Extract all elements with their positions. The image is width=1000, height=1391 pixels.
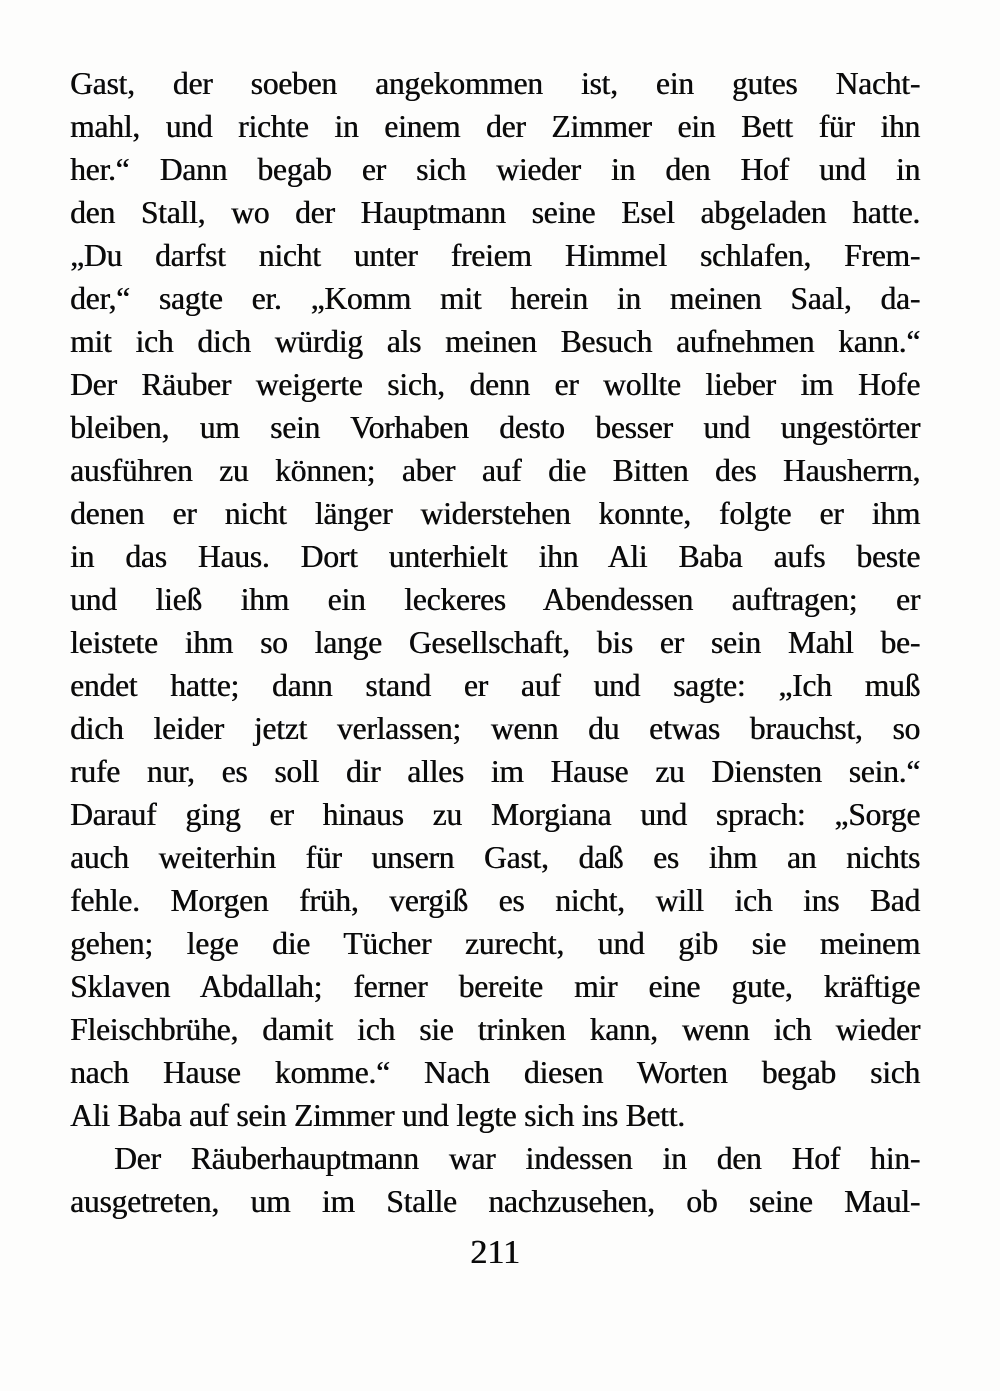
text-line: leistete ihm so lange Gesellschaft, bis er sein Mahl be-	[70, 625, 920, 660]
text-line: auch weiterhin für unsern Gast, daß es ihm an nichts	[70, 840, 920, 875]
text-line: dich leider jetzt verlassen; wenn du etwas brauchst, so	[70, 711, 920, 746]
text-line: in das Haus. Dort unterhielt ihn Ali Baba aufs beste	[70, 539, 920, 574]
text-line: Fleischbrühe, damit ich sie trinken kann, wenn ich wieder	[70, 1012, 920, 1047]
text-line: der,“ sagte er. „Komm mit herein in meinen Saal, da-	[70, 281, 920, 316]
text-line: ausgetreten, um im Stalle nachzusehen, ob seine Maul-	[70, 1184, 920, 1219]
text-line: ausführen zu können; aber auf die Bitten des Hausherrn,	[70, 453, 920, 488]
text-line-paragraph-start: Der Räuberhauptmann war indessen in den Hof hin-	[114, 1141, 920, 1176]
text-line: mit ich dich würdig als meinen Besuch aufnehmen kann.“	[70, 324, 920, 359]
page-number: 211	[470, 1234, 520, 1271]
text-line-paragraph-end: Ali Baba auf sein Zimmer und legte sich ins Bett.	[70, 1098, 685, 1133]
text-line: den Stall, wo der Hauptmann seine Esel abgeladen hatte.	[70, 195, 920, 230]
text-line: rufe nur, es soll dir alles im Hause zu Diensten sein.“	[70, 754, 920, 789]
text-line: Sklaven Abdallah; ferner bereite mir eine gute, kräftige	[70, 969, 920, 1004]
text-line: endet hatte; dann stand er auf und sagte: „Ich muß	[70, 668, 920, 703]
text-line: „Du darfst nicht unter freiem Himmel schlafen, Frem-	[70, 238, 920, 273]
text-line: Gast, der soeben angekommen ist, ein gutes Nacht-	[70, 66, 920, 101]
text-line: nach Hause komme.“ Nach diesen Worten begab sich	[70, 1055, 920, 1090]
text-line: mahl, und richte in einem der Zimmer ein Bett für ihn	[70, 109, 920, 144]
page-text	[70, 62, 920, 1223]
text-line: bleiben, um sein Vorhaben desto besser und ungestörter	[70, 410, 920, 445]
text-line: fehle. Morgen früh, vergiß es nicht, will ich ins Bad	[70, 883, 920, 918]
text-line: und ließ ihm ein leckeres Abendessen auftragen; er	[70, 582, 920, 617]
text-line: her.“ Dann begab er sich wieder in den Hof und in	[70, 152, 920, 187]
text-line: Der Räuber weigerte sich, denn er wollte lieber im Hofe	[70, 367, 920, 402]
text-line: gehen; lege die Tücher zurecht, und gib sie meinem	[70, 926, 920, 961]
text-line: Darauf ging er hinaus zu Morgiana und sprach: „Sorge	[70, 797, 920, 832]
text-line: denen er nicht länger widerstehen konnte, folgte er ihm	[70, 496, 920, 531]
